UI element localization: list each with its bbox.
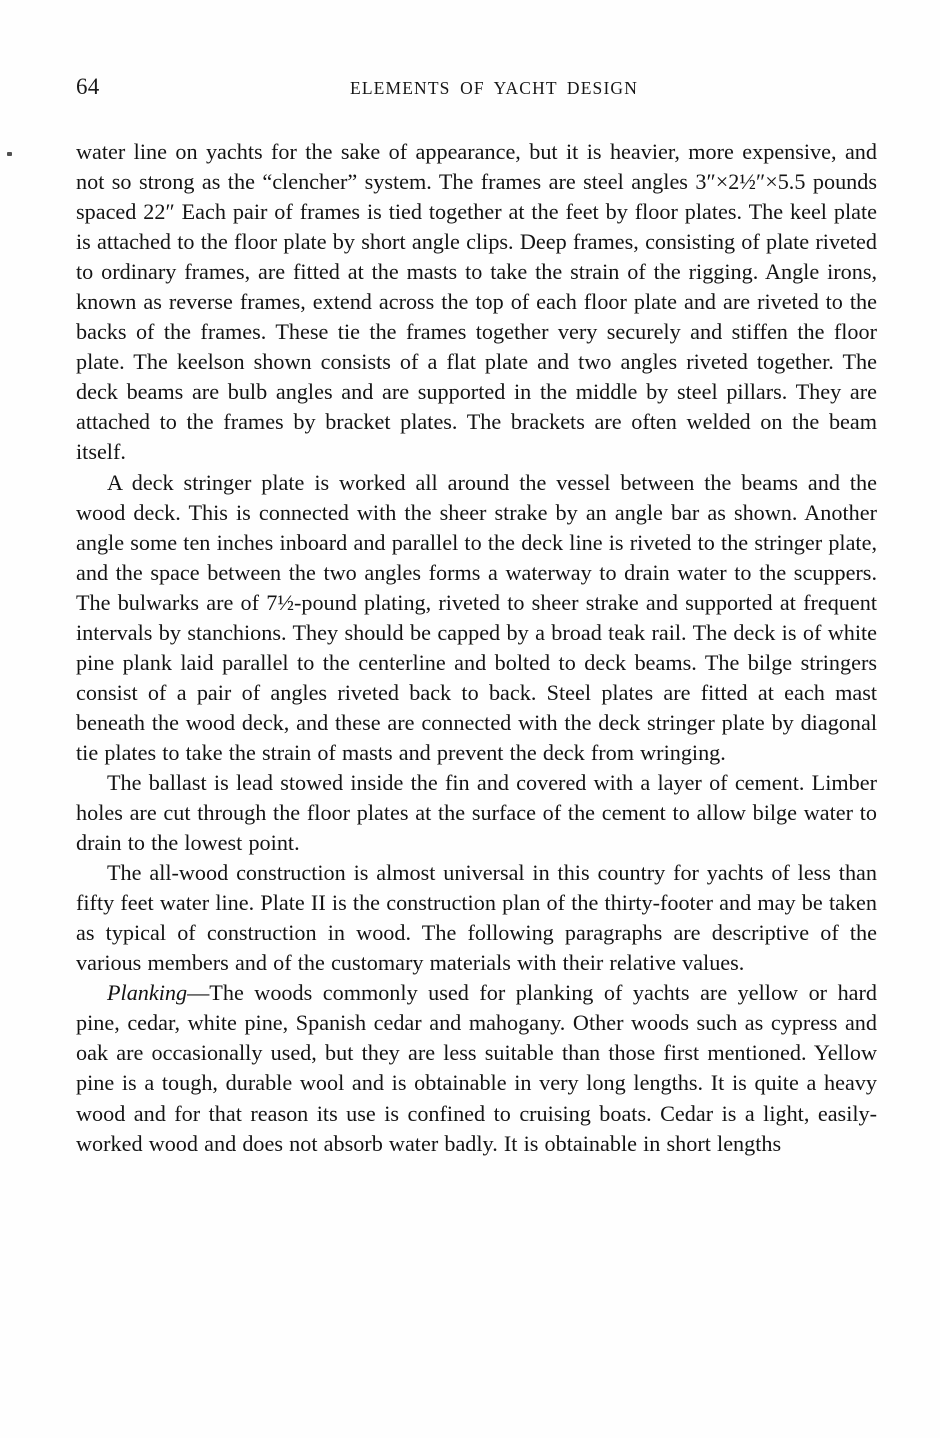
- running-head-title: ELEMENTS OF YACHT DESIGN: [349, 78, 638, 98]
- paragraph-deck-stringer-plate: A deck stringer plate is worked all around the vessel between the beams and the wood deck. This is connected with the sheer strake by an angle bar as shown. Another angle some ten inches inboard and parallel to the deck line is riveted to the stringer plate, and the space between the two angles forms a waterway to drain water to the scuppers. The bulwarks are of 7½-pound plating, riveted to sheer strake and supported at frequent intervals by stanchions. They should be capped by a broad teak rail. The deck is of white pine plank laid parallel to the centerline and bolted to deck beams. The bilge stringers consist of a pair of angles riveted back to back. Steel plates are fitted at each mast beneath the wood deck, and these are connected with the deck stringer plate by diagonal tie plates to take the strain of masts and prevent the deck from wringing.: [76, 469, 877, 765]
- page-number: 64: [76, 74, 100, 99]
- scan-speck-artifact: [7, 152, 12, 156]
- body-text-block: [76, 137, 877, 1159]
- run-in-heading-planking: Planking: [107, 980, 188, 1006]
- run-in-dash: —: [187, 980, 210, 1006]
- page-header: [76, 74, 876, 100]
- paragraph-planking-text: The woods commonly used for planking of yachts are yellow or hard pine, cedar, white pine, Spanish cedar and mahogany. Other woods such as cypress and oak are occasionally used, but they are less suitable than those first mentioned. Yellow pine is a tough, durable wool and is obtainable in very long lengths. It is quite a heavy wood and for that reason its use is confined to cruising boats. Cedar is a light, easily-worked wood and does not absorb water badly. It is obtainable in short lengths: [76, 980, 877, 1156]
- paragraph-planking: [76, 978, 877, 1158]
- paragraph-all-wood-construction: The all-wood construction is almost universal in this country for yachts of less than fifty feet water line. Plate II is the construction plan of the thirty-footer and may be taken as typical of construction in wood. The following paragraphs are descriptive of the various members and of the customary materials with their relative values.: [76, 860, 877, 976]
- paragraph-steel-construction: water line on yachts for the sake of appearance, but it is heavier, more expensive, and not so strong as the “clencher” system. The frames are steel angles 3″×2½″×5.5 pounds spaced 22″ Each pair of frames is tied together at the feet by floor plates. The keel plate is attached to the floor plate by short angle clips. Deep frames, consisting of plate riveted to ordinary frames, are fitted at the masts to take the strain of the rigging. Angle irons, known as reverse frames, extend across the top of each floor plate and are riveted to the backs of the frames. These tie the frames together very securely and stiffen the floor plate. The keelson shown consists of a flat plate and two angles riveted together. The deck beams are bulb angles and are supported in the middle by steel pillars. They are attached to the frames by bracket plates. The brackets are often welded on the beam itself.: [76, 139, 877, 465]
- paragraph-ballast: The ballast is lead stowed inside the fin and covered with a layer of cement. Limber holes are cut through the floor plates at the surface of the cement to allow bilge water to drain to the lowest point.: [76, 769, 877, 856]
